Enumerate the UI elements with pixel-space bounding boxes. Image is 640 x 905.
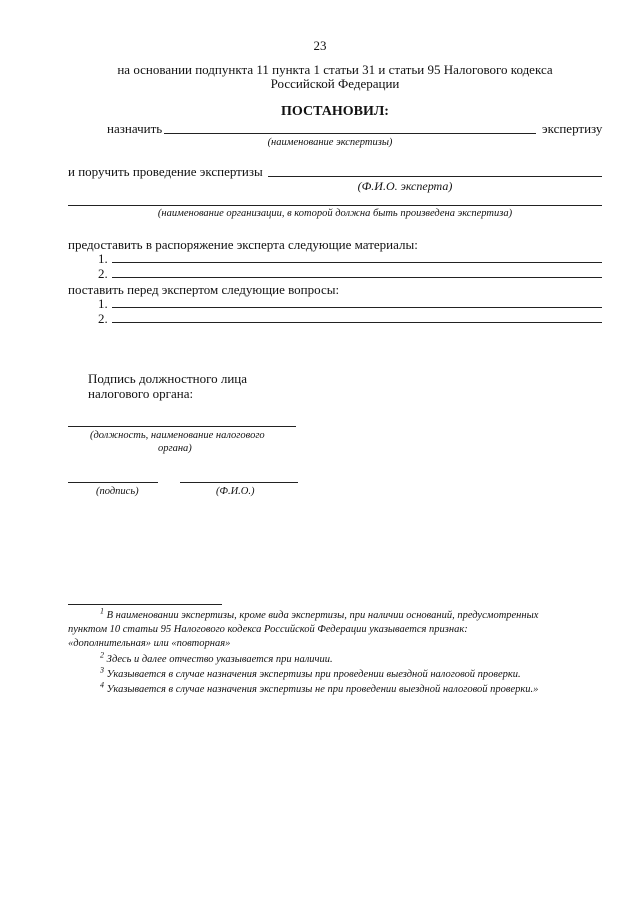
materials-item-number: 1. <box>98 251 108 266</box>
page-number: 23 <box>313 38 327 53</box>
basis-line-1: на основании подпункта 11 пункта 1 статьи 31 и статьи 95 Налогового кодекса <box>117 62 553 77</box>
position-line <box>68 426 296 427</box>
footnote-separator <box>68 604 222 605</box>
assign-label: и поручить проведение экспертизы <box>68 164 263 179</box>
expertise-name-caption: (наименование экспертизы) <box>267 137 393 148</box>
signature-label-line-1: Подпись должностного лица <box>88 371 248 386</box>
decision-heading: ПОСТАНОВИЛ: <box>281 104 389 119</box>
materials-item-line <box>112 277 602 278</box>
footnote-1-line-2: пунктом 10 статьи 95 Налогового кодекса Российской Федерации указывается признак: <box>68 624 468 635</box>
footnote-4 <box>100 680 539 695</box>
expertise-name-line <box>164 133 536 134</box>
materials-label: предоставить в распоряжение эксперта следующие материалы: <box>68 237 418 252</box>
expert-name-caption: (Ф.И.О. эксперта) <box>357 179 453 193</box>
footnote-2-text: Здесь и далее отчество указывается при наличии. <box>106 654 333 665</box>
fio-caption: (Ф.И.О.) <box>216 486 255 497</box>
footnote-3-text: Указывается в случае назначения экспертизы при проведении выездной налоговой проверки. <box>106 669 521 680</box>
signature-caption: (подпись) <box>96 486 139 497</box>
organization-caption: (наименование организации, в которой должна быть произведена экспертиза) <box>157 208 513 219</box>
questions-item-line <box>112 307 602 308</box>
footnote-2 <box>100 650 333 665</box>
questions-item-line <box>112 322 602 323</box>
questions-label: поставить перед экспертом следующие вопросы: <box>68 282 340 297</box>
position-caption-line-1: (должность, наименование налогового <box>90 430 265 441</box>
footnote-1-text: В наименовании экспертизы, кроме вида экспертизы, при наличии оснований, предусмотренных <box>106 610 539 621</box>
appoint-label: назначить <box>107 121 163 136</box>
materials-item-line <box>112 262 602 263</box>
expert-name-line <box>268 176 602 177</box>
footnote-4-mark: 4 <box>100 680 104 690</box>
footnote-3-mark: 3 <box>100 665 104 675</box>
materials-item-number: 2. <box>98 266 108 281</box>
footnote-4-text: Указывается в случае назначения экспертизы не при проведении выездной налоговой проверки.» <box>106 684 539 695</box>
footnote-1-line-3: «дополнительная» или «повторная» <box>68 638 231 649</box>
signature-label-line-2: налогового органа: <box>88 386 194 401</box>
questions-item-number: 2. <box>98 311 108 326</box>
questions-item-number: 1. <box>98 296 108 311</box>
appoint-suffix: экспертизу <box>542 121 603 136</box>
footnote-2-mark: 2 <box>100 650 104 660</box>
footnote-1-mark: 1 <box>100 606 104 616</box>
signature-line <box>68 482 158 483</box>
position-caption-line-2: органа) <box>158 443 192 454</box>
basis-line-2: Российской Федерации <box>270 76 400 91</box>
fio-line <box>180 482 298 483</box>
footnote-3 <box>100 665 521 680</box>
organization-line <box>68 205 602 206</box>
footnote-1-line-1 <box>100 606 539 621</box>
